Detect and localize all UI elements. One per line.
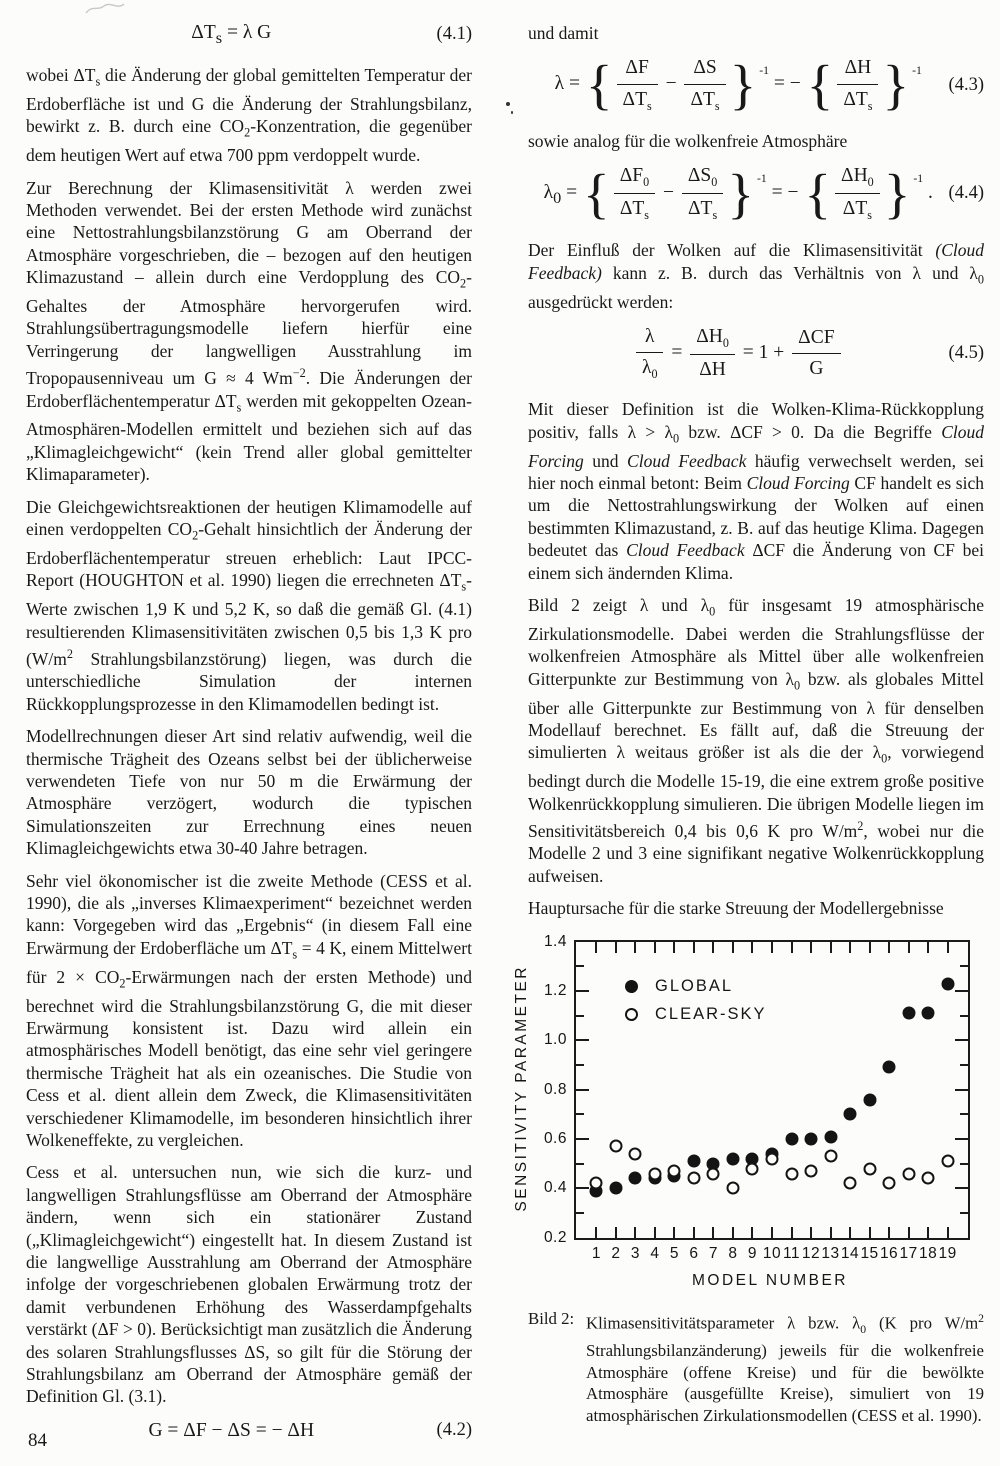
axis-tick xyxy=(712,1227,714,1238)
equation-4-5 xyxy=(528,325,984,382)
y-tick-label: 0.6 xyxy=(543,1129,567,1147)
paragraph: Bild 2 zeigt λ und $\lambda_0$ für insgesamt 19 atmosphärische Zirkulationsmodelle. Dabei werden die Strahlungsflüsse der wolkenfreien Atmosphäre als Mittel über alle wolkenfreien Gitterpunkte zur Bestimmung von $\lambda_0$ bzw. als globales Mittel über alle Gitterpunkte zur Bestimmung von λ für denselben Modellauf berechnet. Es fällt auf, daß die Streuung der simulierten λ weitaus größer ist als die der $\lambda_0$, vorwiegend bedingt durch die Modelle 15-19, die eine extrem große positive Wolkenrückkopplung simulieren. Die übrigen Modelle liegen im Sensitivitätsbereich 0,4 bis 0,6 K pro $W/m^2$, wobei nur die Modelle 2 und 3 eine signifikant negative Wolkenrückkopplung aufweisen. xyxy=(528,595,984,886)
equation-number: (4.4) xyxy=(948,183,984,204)
data-point-clear-sky xyxy=(648,1167,661,1180)
x-tick-label: 10 xyxy=(762,1244,782,1262)
paragraph: Zur Berechnung der Klimasensitivität λ werden zwei Methoden verwendet. Bei der ersten Methode wird zunächst eine Nettostrahlungsbilanzstörung G am Oberrand der Atmosphäre vorgeschrieben, die – bezogen auf den heutigen Klimazustand – allein durch eine Verdopplung des $CO_2$-Gehaltes der Atmosphäre hervorgerufen wird. Strahlungsübertragungsmodelle liefern hierfür eine Verringerung der langwelligen Ausstrahlung im Tropopausenniveau um G ≈ 4 $Wm^{-2}$. Die Änderungen der Erdoberflächentemperatur $\Delta T_s$ werden mit gekoppelten Ozean-Atmosphären-Modellen ermittelt und beziehen sich auf das „Klimagleichgewicht“ (kein Trend aller global gemittelter Klimaparameter). xyxy=(26,177,472,485)
axis-tick xyxy=(576,1187,589,1189)
axis-tick xyxy=(576,1064,584,1066)
y-tick-label: 1.2 xyxy=(543,981,567,999)
data-point-global xyxy=(805,1132,818,1145)
axis-tick xyxy=(595,942,597,953)
axis-tick xyxy=(888,942,890,953)
x-tick-label: 8 xyxy=(728,1244,738,1262)
paragraph: Cess et al. untersuchen nun, wie sich die kurz- und langwelligen Strahlungsflüsse am Oberrand der Atmosphäre ändern, wenn sich ein stationärer Zustand („Klimagleichgewicht“) eingestellt hat. In diesem Zustand ist die langwellige Ausstrahlung am Oberrand der Atmosphäre infolge der vorgeschriebenen globalen Erwärmung trotz der damit verbundenen Erhöhung des Wasserdampfgehalts verstärkt (ΔF > 0). Berücksichtigt man zusätzlich die Änderung des solaren Strahlungsflusses ΔS, so gilt für die Störung der Strahlungsbilanz am Oberrand der Atmosphäre gemäß der Definition Gl. (3.1). xyxy=(26,1162,472,1407)
left-column xyxy=(26,10,472,1458)
axis-tick xyxy=(947,1227,949,1238)
data-point-clear-sky xyxy=(687,1172,700,1185)
legend-item-clear-sky: CLEAR-SKY xyxy=(625,1001,767,1029)
data-point-clear-sky xyxy=(785,1167,798,1180)
data-point-global xyxy=(726,1152,739,1165)
data-point-global xyxy=(844,1108,857,1121)
x-axis-label: MODEL NUMBER xyxy=(691,1271,849,1289)
paragraph: Modellrechnungen dieser Art sind relativ aufwendig, weil die thermische Trägheit des Ozeans selbst bei der üblicherweise verwendeten Tiefe von nur 50 m die Erwärmung der Atmosphäre verzögert, wodurch die typischen Simulationszeiten zur Errechnung eines neuen Klimagleichgewichts etwa 30-40 Jahre betragen. xyxy=(26,726,472,859)
data-point-clear-sky xyxy=(941,1155,954,1168)
axis-tick xyxy=(654,942,656,953)
axis-tick xyxy=(955,1089,968,1091)
equation-4-3 xyxy=(528,54,984,117)
data-point-global xyxy=(609,1182,622,1195)
equation-number: (4.3) xyxy=(948,74,984,95)
data-point-clear-sky xyxy=(590,1177,603,1190)
axis-tick xyxy=(576,1015,584,1017)
axis-tick xyxy=(576,1089,589,1091)
paragraph: Die Gleichgewichtsreaktionen der heutigen Klimamodelle auf einen verdoppelten $CO_2$-Gehalt hinsichtlich der Änderung der Erdoberflächentemperatur streuen erheblich: Laut IPCC-Report (HOUGHTON et al. 1990) liegen die errechneten $\Delta T_s$-Werte zwischen 1,9 K und 5,2 K, so daß die gemäß Gl. (4.1) resultierenden Klimasensitivitäten zwischen 0,5 bis 1,3 K pro ($W/m^2$ Strahlungsbilanzstörung) liegen, was durch die unterschiedliche Simulation der internen Rückkopplungsprozesse in den Klimamodellen bedingt ist. xyxy=(26,496,472,714)
equation-body: G = ΔF − ΔS = − ΔH xyxy=(148,1419,315,1441)
filled-circle-icon xyxy=(625,980,638,993)
ink-dot-artifact xyxy=(506,102,516,118)
data-point-global xyxy=(941,977,954,990)
paragraph: wobei $\Delta T_s$ die Änderung der global gemittelten Temperatur der Erdoberfläche ist und G die Änderung der Strahlungsbilanz, bewirkt z. B. durch eine $CO_2$-Konzentration, die gegenüber dem heutigen Wert auf etwa 700 ppm verdoppelt wurde. xyxy=(26,64,472,166)
axis-tick xyxy=(869,942,871,953)
axis-tick xyxy=(673,942,675,953)
equation-4-2 xyxy=(26,1420,472,1442)
data-point-clear-sky xyxy=(805,1165,818,1178)
plot-area xyxy=(543,932,970,1262)
axis-tick xyxy=(634,942,636,953)
y-tick-label: 1.0 xyxy=(543,1031,567,1049)
chart-legend xyxy=(625,973,767,1029)
axis-tick xyxy=(791,942,793,953)
data-point-clear-sky xyxy=(707,1167,720,1180)
x-tick-label: 11 xyxy=(782,1244,801,1262)
axis-tick xyxy=(927,1227,929,1238)
x-tick-label: 4 xyxy=(650,1244,660,1262)
axis-tick xyxy=(810,1227,812,1238)
axis-tick xyxy=(693,942,695,953)
axis-tick xyxy=(576,990,589,992)
paragraph: Hauptursache für die starke Streuung der Modellergebnisse xyxy=(528,898,944,919)
data-point-clear-sky xyxy=(726,1182,739,1195)
x-tick-label: 1 xyxy=(591,1244,601,1262)
legend-item-global: GLOBAL xyxy=(625,973,767,1001)
axis-tick xyxy=(732,942,734,953)
paragraph: und damit xyxy=(528,23,599,43)
data-point-clear-sky xyxy=(883,1177,896,1190)
axis-tick xyxy=(712,942,714,953)
axis-tick xyxy=(960,1163,968,1165)
data-point-clear-sky xyxy=(902,1167,915,1180)
axis-tick xyxy=(960,1015,968,1017)
x-tick-label: 17 xyxy=(899,1244,918,1262)
data-point-global xyxy=(863,1093,876,1106)
axis-tick xyxy=(960,965,968,967)
x-tick-label: 9 xyxy=(747,1244,758,1262)
axis-tick xyxy=(955,1039,968,1041)
axis-tick xyxy=(576,1212,584,1214)
axis-tick xyxy=(908,942,910,953)
axis-tick xyxy=(830,1227,832,1238)
equation-body: $\Delta T_s = \lambda$ G xyxy=(191,22,272,47)
equation-number: (4.2) xyxy=(436,1420,472,1441)
axis-tick xyxy=(955,1187,968,1189)
open-circle-icon xyxy=(625,1008,638,1021)
axis-tick xyxy=(576,1113,584,1115)
axis-tick xyxy=(732,1227,734,1238)
paragraph: Mit dieser Definition ist die Wolken-Klima-Rückkopplung positiv, falls $\lambda > \lambda_0$ bzw. ΔCF > 0. Da die Begriffe Cloud Forcing und Cloud Feedback häufig verwechselt werden, sei hier noch einmal betont: Beim Cloud Forcing CF handelt es sich um die Nettostrahlungswirkung der Wolken auf einen bestimmten Klimazustand, z. B. auf das heutige Klima. Dagegen bedeutet das Cloud Feedback ΔCF die Änderung von CF bei einem sich ändernden Klima. xyxy=(528,399,985,583)
axis-tick xyxy=(888,1227,890,1238)
data-point-clear-sky xyxy=(609,1140,622,1153)
axis-tick xyxy=(751,1227,753,1238)
axis-tick xyxy=(955,1138,968,1140)
axis-tick xyxy=(791,1227,793,1238)
equation-4-4 xyxy=(528,164,984,223)
data-point-global xyxy=(824,1130,837,1143)
axis-tick xyxy=(830,942,832,953)
data-point-clear-sky xyxy=(844,1177,857,1190)
x-tick-label: 18 xyxy=(918,1244,938,1262)
page-number: 84 xyxy=(28,1430,47,1451)
equation-body: λ = { $\frac{\Delta F}{\Delta T_s}$ − $\frac{\Delta S}{\Delta T_s}$ } $^{-1}$ = − { $\frac{\Delta H}{\Delta T_s}$ } $^{-1}$ xyxy=(554,54,922,117)
axis-tick xyxy=(849,942,851,953)
axis-tick xyxy=(615,942,617,953)
axis-tick xyxy=(576,1138,589,1140)
figure-caption-label: Bild 2: xyxy=(528,1308,575,1328)
data-point-clear-sky xyxy=(668,1165,681,1178)
x-tick-label: 15 xyxy=(860,1244,879,1262)
equation-body: $\frac{\lambda}{\lambda_0}$ = $\frac{\Delta H_0}{\Delta H}$ = 1 + $\frac{\text{ΔCF}}{G}$ xyxy=(528,325,949,382)
data-point-global xyxy=(629,1172,642,1185)
axis-tick xyxy=(595,1227,597,1238)
axis-tick xyxy=(771,942,773,953)
data-point-clear-sky xyxy=(824,1150,837,1163)
data-point-clear-sky xyxy=(766,1152,779,1165)
data-point-global xyxy=(687,1155,700,1168)
axis-tick xyxy=(960,1113,968,1115)
data-point-global xyxy=(785,1132,798,1145)
y-axis-label: SENSITIVITY PARAMETER xyxy=(513,965,530,1212)
axis-tick xyxy=(634,1227,636,1238)
equation-number: (4.5) xyxy=(948,343,984,364)
data-point-clear-sky xyxy=(922,1172,935,1185)
data-point-global xyxy=(902,1007,915,1020)
y-tick-label: 0.8 xyxy=(543,1080,567,1098)
figure-bild-2 xyxy=(512,932,984,1290)
figure-caption-text: Klimasensitivitätsparameter λ bzw. $\lambda_0$ (K pro $W/m^2$ Strahlungsbilanzänderung) jeweils für die wolkenfreie Atmosphäre (offene Kreise) und für die bewölkte Atmosphäre (ausgefüllte Kreise), simuliert von 19 atmosphärischen Zirkulationsmodellen (CESS et al. 1990). xyxy=(586,1311,984,1425)
paragraph: Sehr viel ökonomischer ist die zweite Methode (CESS et al. 1990), die als „inverses Klimaexperiment“ bezeichnet werden kann: Vorgegeben wird das „Ergebnis“ (in diesem Fall eine Erwärmung der Erdoberfläche um $\Delta T_s = 4$ K, einem Mittelwert für $2 \times CO_2$-Erwärmungen nach der ersten Methode) und berechnet wird die Strahlungsbilanzstörung G, die mit dieser Erwärmung konsistent ist. Dazu wird allein ein atmosphärisches Modell benötigt, das eine sehr viel geringere thermische Trägheit hat als ein ozeanisches. Die Studie von Cess et al. dient allein dem Zweck, die Klimasensitivitäten verschiedener Klimamodelle, im besonderen hinsichtlich ihrer Wolkeneffekte, zu vergleichen. xyxy=(26,870,472,1151)
y-tick-label: 0.4 xyxy=(543,1179,567,1197)
x-tick-label: 16 xyxy=(879,1244,899,1262)
equation-4-1 xyxy=(26,22,472,48)
axis-tick xyxy=(751,942,753,953)
x-tick-label: 12 xyxy=(801,1244,821,1262)
x-tick-label: 14 xyxy=(840,1244,860,1262)
axis-tick xyxy=(960,1064,968,1066)
equation-body: $\lambda_0$ = { $\frac{\Delta F_0}{\Delta T_s}$ − $\frac{\Delta S_0}{\Delta T_s}$ } $^{-1}$ = − { $\frac{\Delta H_0}{\Delta T_s}$ } $^{-1}$ . xyxy=(543,162,933,225)
data-point-global xyxy=(883,1061,896,1074)
axis-tick xyxy=(955,990,968,992)
axis-tick xyxy=(693,1227,695,1238)
axis-tick xyxy=(810,942,812,953)
axis-tick xyxy=(927,942,929,953)
axis-tick xyxy=(576,1039,589,1041)
x-tick-label: 6 xyxy=(689,1244,699,1262)
axis-tick xyxy=(654,1227,656,1238)
data-point-global xyxy=(922,1007,935,1020)
data-point-clear-sky xyxy=(746,1162,759,1175)
axis-tick xyxy=(576,1163,584,1165)
x-tick-label: 13 xyxy=(821,1244,840,1262)
paragraph: Der Einfluß der Wolken auf die Klimasensitivität (Cloud Feedback) kann z. B. durch das Verhältnis von λ und $\lambda_0$ ausgedrückt werden: xyxy=(528,240,984,312)
axis-tick xyxy=(849,1227,851,1238)
axis-tick xyxy=(576,965,584,967)
x-tick-label: 5 xyxy=(669,1244,679,1262)
y-tick-label: 0.2 xyxy=(543,1228,567,1246)
x-tick-label: 2 xyxy=(611,1244,621,1262)
x-tick-label: 3 xyxy=(630,1244,640,1262)
axis-tick xyxy=(947,942,949,953)
axis-tick xyxy=(771,1227,773,1238)
axis-tick xyxy=(615,1227,617,1238)
axis-tick xyxy=(960,1212,968,1214)
y-tick-label: 1.4 xyxy=(543,932,567,950)
figure-caption xyxy=(528,1308,984,1427)
paragraph: sowie analog für die wolkenfreie Atmosphäre xyxy=(528,130,848,151)
x-tick-label: 19 xyxy=(938,1244,957,1262)
axis-tick xyxy=(869,1227,871,1238)
right-column xyxy=(513,22,985,1427)
axis-tick xyxy=(908,1227,910,1238)
data-point-clear-sky xyxy=(629,1147,642,1160)
equation-number: (4.1) xyxy=(436,24,472,45)
data-point-clear-sky xyxy=(863,1162,876,1175)
axis-tick xyxy=(673,1227,675,1238)
x-tick-label: 7 xyxy=(708,1244,719,1262)
